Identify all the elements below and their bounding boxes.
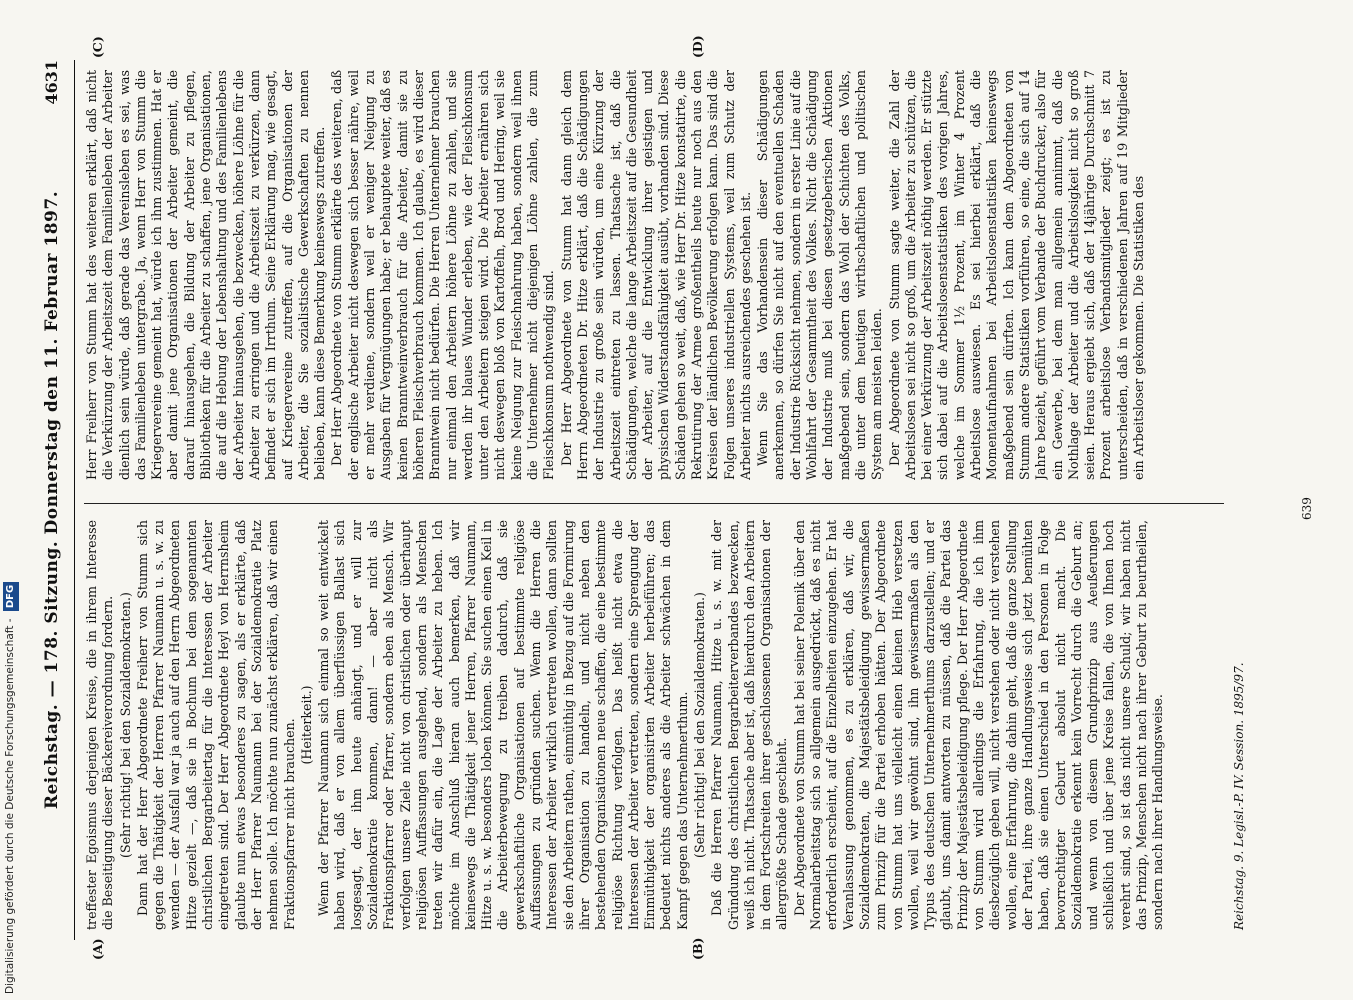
page-header [36,60,76,940]
margin-marker-b: (B) [690,937,705,960]
paragraph: Herr Freiherr von Stumm hat des weiteren erklärt, daß nicht die Verkürzung der Arbeitszeit dem Familienleben der Arbeiter dienlich sein würde, daß gerade das Vereinsleben es sei, was das Familienleben untergrabe. Ja, wenn Herr von Stumm die Kriegervereine gemeint hat, würde ich ihm zustimmen. Hat er aber damit jene Organisationen der Arbeiter gemeint, die darauf hinausgehen, die Bildung der Arbeiter zu pflegen, Bibliotheken für die Arbeiter zu schaffen, jene Organisationen, die auf die Hebung der Lebenshaltung und des Familienlebens der Arbeiter hinausgehen, die bezwecken, höhere Löhne für die Arbeiter zu erringen und die Arbeitszeit zu verkürzen, dann befindet er sich im Irrthum. Seine Erklärung mag, wie gesagt, auf Kriegervereine zutreffen, auf die Organisationen der Arbeiter, die Sie sozialistische Gewerkschaften zu nennen belieben, kann diese Bemerkung keineswegs zutreffen. [84,70,328,480]
interjection: (Sehr richtig! bei den Sozialdemokraten.) [691,592,707,858]
session-footer: Reichstag. 9. Legisl.-P. IV. Session. 1895/97. [1232,662,1246,930]
column-divider [84,503,1224,504]
margin-marker-c: (C) [90,36,105,58]
paragraph: Der Abgeordnete von Stumm sagte weiter, die Zahl der Arbeitslosen sei nicht so groß, um die Arbeiter zu schützen, die bei einer Verkürzung der Arbeitszeit nöthig werden. Er stützte sich dabei auf die Arbeitslosenstatistiken des vorigen Jahres, welche im Sommer 1½ Prozent, im Winter 4 Prozent Arbeitslose auswiesen. Es sei hierbei erklärt, daß die Momentaufnahmen bei Arbeitslosenstatistiken keineswegs maßgebend sein dürften. Ich kann dem Abgeordneten von Stumm andere Statistiken vorführen, so eine, die sich auf 14 Jahre bezieht, geführt vom Verbande der Buchdrucker, also für ein Gewerbe, bei dem man allgemein annimmt, daß die Nothlage der Arbeiter und die Arbeitslosigkeit nicht so groß seien. Heraus ergiebt sich, daß der 14jährige Durchschnitt 7 Prozent arbeitslose Verbandsmitglieder zeigt; es ist zu unterscheiden, daß in verschiedenen Jahren auf 19 Mitglieder ein Arbeitsloser gekommen. Die Statistiken des [886,70,1146,480]
dfg-logo: DFG [3,582,19,611]
left-text-column [84,520,1214,930]
header-rule [74,60,75,940]
margin-marker-d: (D) [690,35,705,58]
digitization-credit: Digitalisierung gefördert durch die Deutsche Forschungsgemeinschaft - [4,618,16,994]
interjection: (Sehr richtig! bei den Sozialdemokraten.) [117,592,133,858]
side-credit-strip [2,0,18,1000]
margin-marker-a: (A) [90,938,105,960]
paragraph: Wenn Sie das Vorhandensein dieser Schädigungen anerkennen, so dürfen Sie nicht auf den eventuellen Schaden der Industrie Rücksicht nehmen, sondern in erster Linie auf die Wohlfahrt der Gesammtheit des Volkes. Nicht die Schädigung der Industrie muß bei diesen gesetzgeberischen Aktionen maßgebend sein, sondern das Wohl der Schichten des Volks, die unter dem heutigen wirthschaftlichen und politischen System am meisten leiden. [755,70,885,480]
sheet-number: 639 [1300,497,1314,520]
paragraph: Der Abgeordnete von Stumm hat bei seiner Polemik über den Normalarbeitstag sich so allgemein ausgedrückt, daß es nicht erforderlich erscheint, auf die Einzelheiten einzugehen. Er hat Veranlassung genommen, es zu erklären, daß wir, die Sozialdemokraten, die Majestätsbeleidigung gewissermaßen zum Prinzip für die Partei erhoben hätten. Der Abgeordnete von Stumm hat uns vielleicht einen kleinen Hieb versetzen wollen, weil wir gewöhnt sind, ihn gewissermaßen als den Typus des deutschen Unternehmerthums darzustellen; und er glaubt, uns damit antworten zu müssen, daß die Partei das Prinzip der Majestätsbeleidigung pflege. Der Herr Abgeordnete von Stumm wird allerdings die Erfahrung, die ich ihm diesbezüglich geben will, nicht verstehen oder nicht verstehen wollen, eine Erfahrung, die dahin geht, daß die ganze Stellung der Partei, ihre ganze Handlungsweise sich jetzt bemühten haben, daß sie einen Unterschied in den Personen in Folge bevorrechtigter Geburt absolut nicht macht. Die Sozialdemokratie erkennt kein Vorrecht durch die Geburt an; und wenn von diesem Grundprinzip aus Aeußerungen schließlich und über jene Kreise fallen, die von Ihnen hoch verehrt sind, so ist das nicht unsere Schuld; wir haben nicht das Prinzip, Menschen nicht nach ihrer Geburt zu beurtheilen, sondern nach ihrer Handlungsweise. [791,520,1166,930]
paragraph: Daß die Herren Pfarrer Naumann, Hitze u. s. w. mit der Gründung des christlichen Bergarbeiterverbandes bezwecken, weiß ich nicht. Thatsache aber ist, daß hierdurch den Arbeitern in dem Fortschreiten ihrer geschlossenen Organisationen der allergrößte Schade geschieht. [709,520,790,930]
right-text-column [84,70,1214,480]
interjection: (Heiterkeit.) [298,685,314,765]
paragraph: Der Herr Abgeordnete von Stumm hat dann gleich dem Herrn Abgeordneten Dr. Hitze erklärt, daß die Schädigungen der Industrie zu große sein würden, um eine Kürzung der Arbeitszeit eintreten zu lassen. Thatsache ist, daß die Schädigungen, welche die lange Arbeitszeit auf die Gesundheit der Arbeiter, auf die Entwicklung ihrer geistigen und physischen Widerstandsfähigkeit ausübt, vorhanden sind. Diese Schäden gehen so weit, daß, wie Herr Dr. Hitze konstatirte, die Rekrutirung der Armee großentheils heute nur noch aus den Kreisen der ländlichen Bevölkerung erfolgen kann. Das sind die Folgen unseres industriellen Systems, weil zum Schutz der Arbeiter nichts ausreichendes geschehen ist. [558,70,753,480]
paragraph: treffester Egoismus derjenigen Kreise, die in ihrem Interesse die Beseitigung dieser Bäckereiverordnung fordern. [84,520,116,930]
paragraph: Wenn der Pfarrer Naumann sich einmal so weit entwickelt haben wird, daß er von allem überflüssigen Ballast sich losgesagt, der ihm heute anhängt, und er will zur Sozialdemokratie kommen, dann! — aber nicht als Fraktionspfarrer oder Pfarrer, sondern eben als Mensch. Wir verfolgen unsere Ziele nicht von christlichen oder überhaupt religiösen Auffassungen ausgehend, sondern als Menschen treten wir dafür ein, die Lage der Arbeiter zu heben. Ich möchte im Anschluß hieran auch bemerken, daß wir keineswegs die Thätigkeit jener Herren, Pfarrer Naumann, Hitze u. s. w. besonders loben können. Sie suchen einen Keil in die Arbeiterbewegung zu treiben dadurch, daß sie gewerkschaftliche Organisationen auf bestimmte religiöse Auffassungen zu gründen suchen. Wenn die Herren die Interessen der Arbeiter wirklich vertreten wollen, dann sollten sie den Arbeitern rathen, einmüthig in Bezug auf die Formirung ihrer Organisation zu handeln, und nicht neben den bestehenden Organisationen neue schaffen, die eine bestimmte religiöse Richtung verfolgen. Das heißt nicht etwa die Interessen der Arbeiter vertreten, sondern eine Sprengung der Einmüthigkeit der organisirten Arbeiter herbeiführen; das bedeutet nichts anderes als die Arbeiter schwächen in dem Kampf gegen das Unternehmerthum. [316,520,690,930]
paragraph: Dann hat der Herr Abgeordnete Freiherr von Stumm sich gegen die Thätigkeit der Herren Pfarrer Naumann u. s. w. zu wenden — der Ausfall war ja auch auf den Herrn Abgeordneten Hitze gezielt —, daß sie in Bochum bei dem sogenannten christlichen Bergarbeitertag für die Interessen der Arbeiter eingetreten sind. Der Herr Abgeordnete Heyl von Herrnsheim glaubte nun etwas besonderes zu sagen, als er erklärte, daß der Herr Pfarrer Naumann bei der Sozialdemokratie Platz nehmen solle. Ich möchte nun zunächst erklären, daß wir einen Fraktionspfarrer nicht brauchen. [134,520,297,930]
page-number: 4631 [42,60,61,105]
paragraph: Der Herr Abgeordnete von Stumm erklärte des weiteren, daß der englische Arbeiter nicht deswegen sich besser nähre, weil er mehr verdiene, sondern weil er weniger Neigung zu Ausgaben für Vergnügungen habe; er behauptete weiter, daß es keinen Branntweinverbrauch für die Arbeiter, damit sie zu höheren Fleischverbrauch kommen. Ich glaube, es wird dieser Branntwein nicht bedürfen. Die Herren Unternehmer brauchen nur einmal den Arbeitern höhere Löhne zu zahlen, und sie werden ihr blaues Wunder erleben, wie der Fleischkonsum unter den Arbeitern steigen wird. Die Arbeiter ernähren sich nicht deswegen bloß von Kartoffeln, Brod und Hering, weil sie keine Neigung zur Fleischnahrung haben, sondern weil ihnen die Unternehmer nicht diejenigen Löhne zahlen, die zum Fleischkonsum nothwendig sind. [329,70,557,480]
running-head: Reichstag. — 178. Sitzung. Donnerstag den 11. Februar 1897. [42,190,62,810]
